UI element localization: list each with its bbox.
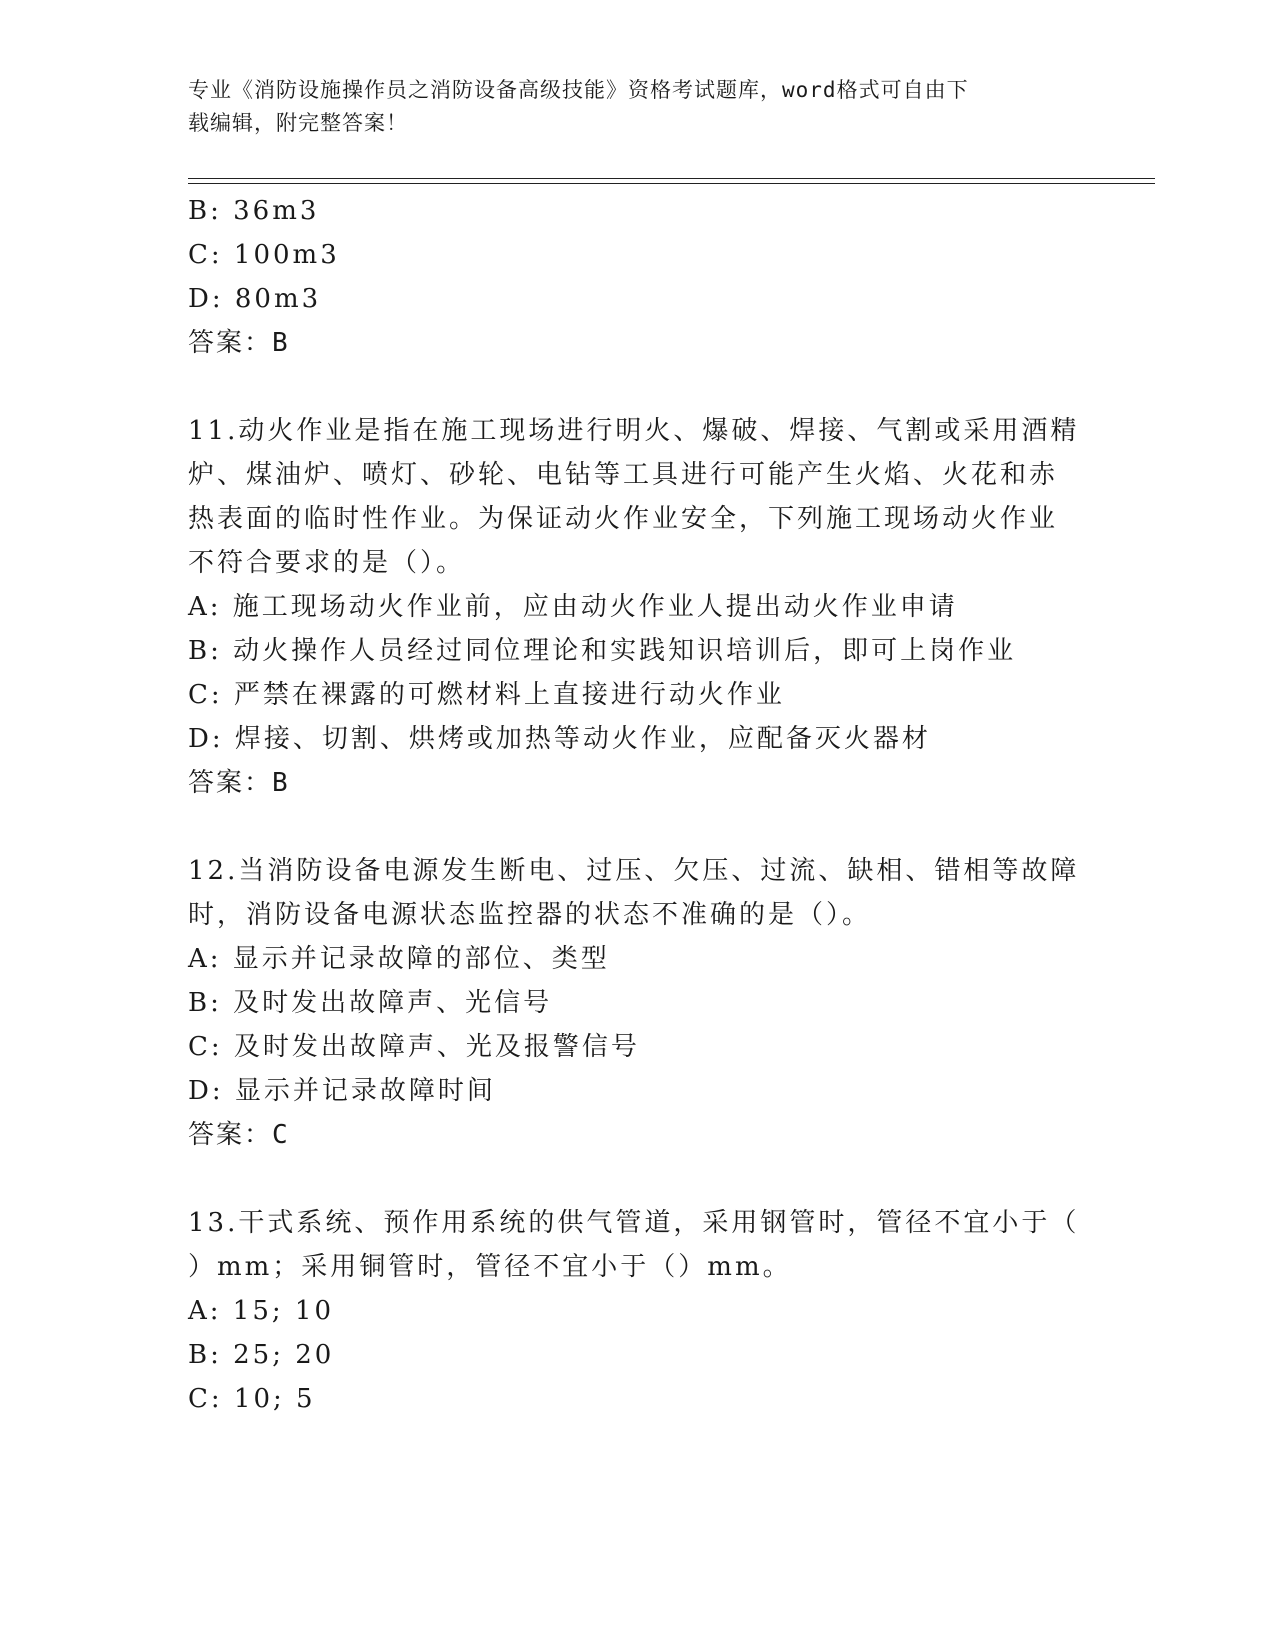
q13-option-a: A: 15; 10: [188, 1296, 334, 1326]
q12-stem-line-1: 12.当消防设备电源发生断电、过压、欠压、过流、缺相、错相等故障: [188, 856, 1080, 886]
header-line-2: 载编辑，附完整答案！: [188, 111, 408, 135]
q13-option-c: C: 10; 5: [188, 1384, 316, 1414]
header-divider-bottom: [188, 183, 1155, 184]
q11-option-d: D: 焊接、切割、烘烤或加热等动火作业，应配备灭火器材: [188, 724, 931, 754]
q12-answer: 答案：C: [188, 1120, 290, 1150]
q13-stem-line-1: 13.干式系统、预作用系统的供气管道，采用钢管时，管径不宜小于（: [188, 1208, 1080, 1238]
q12-option-a: A: 显示并记录故障的部位、类型: [188, 944, 610, 974]
q11-stem-line-3: 热表面的临时性作业。为保证动火作业安全，下列施工现场动火作业: [188, 504, 1059, 534]
q12-option-b: B: 及时发出故障声、光信号: [188, 988, 553, 1018]
q11-option-b: B: 动火操作人员经过同位理论和实践知识培训后，即可上岗作业: [188, 636, 1017, 666]
q12-stem-line-2: 时，消防设备电源状态监控器的状态不准确的是（）。: [188, 900, 872, 930]
q12-option-c: C: 及时发出故障声、光及报警信号: [188, 1032, 640, 1062]
q10-option-b: B: 36m3: [188, 196, 320, 226]
q12-option-d: D: 显示并记录故障时间: [188, 1076, 496, 1106]
q10-option-d: D: 80m3: [188, 284, 322, 314]
header-line-1: 专业《消防设施操作员之消防设备高级技能》资格考试题库，word格式可自由下: [188, 78, 969, 102]
q13-stem-line-2: ）mm；采用铜管时，管径不宜小于（）mm。: [188, 1252, 792, 1282]
q11-stem-line-1: 11.动火作业是指在施工现场进行明火、爆破、焊接、气割或采用酒精: [188, 416, 1080, 446]
q11-answer: 答案：B: [188, 768, 290, 798]
document-header: [188, 74, 1088, 140]
header-divider-top: [188, 178, 1155, 179]
q13-option-b: B: 25; 20: [188, 1340, 335, 1370]
q10-option-c: C: 100m3: [188, 240, 340, 270]
q11-option-a: A: 施工现场动火作业前，应由动火作业人提出动火作业申请: [188, 592, 958, 622]
q11-stem-line-4: 不符合要求的是（）。: [188, 548, 466, 578]
q11-option-c: C: 严禁在裸露的可燃材料上直接进行动火作业: [188, 680, 785, 710]
q11-stem-line-2: 炉、煤油炉、喷灯、砂轮、电钻等工具进行可能产生火焰、火花和赤: [188, 460, 1059, 490]
q10-answer: 答案：B: [188, 328, 290, 358]
